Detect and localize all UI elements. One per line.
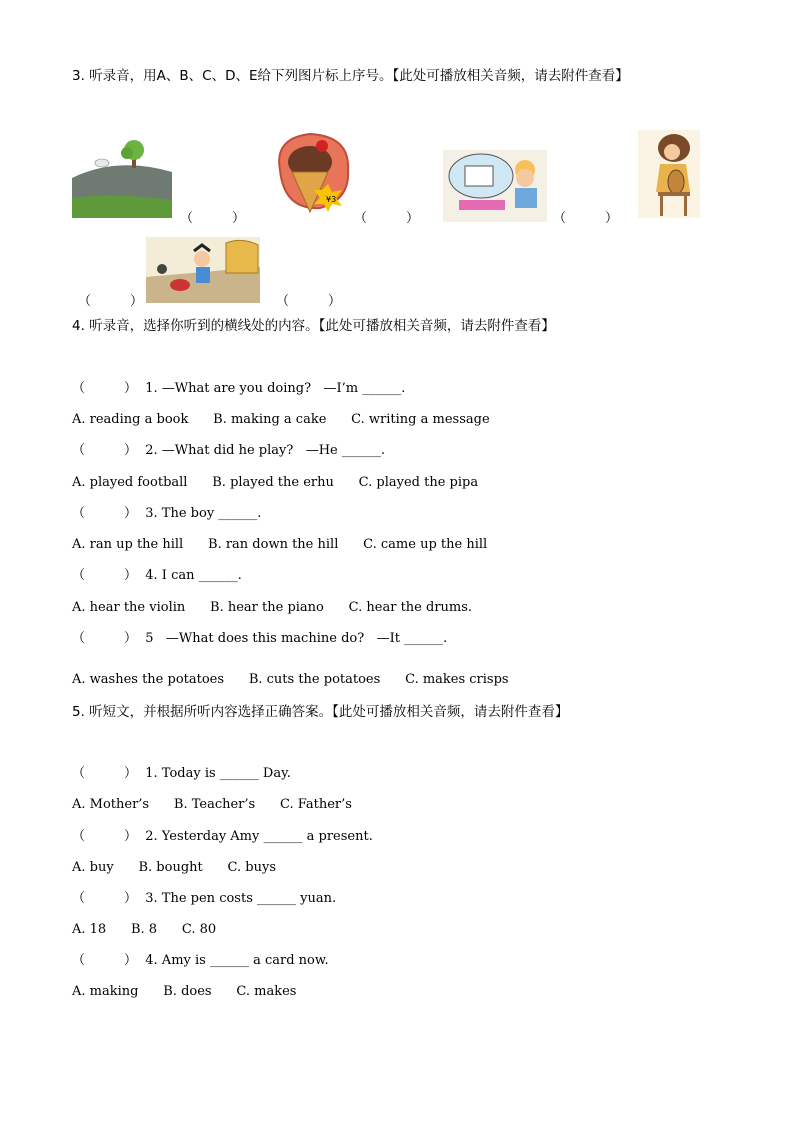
hill-picture xyxy=(72,138,172,218)
q3-title: 3. 听录音，用A、B、C、D、E给下列图片标上序号。【此处可播放相关音频，请去附件查看】 xyxy=(72,68,629,84)
q4-item-3-question: （ ） 3. The boy ______. xyxy=(72,506,262,521)
q4-item-2-options: A. played football B. played the erhu C. played the pipa xyxy=(72,475,479,490)
messy-room-picture xyxy=(146,237,260,303)
q5-title: 5. 听短文，并根据所听内容选择正确答案。【此处可播放相关音频，请去附件查看】 xyxy=(72,704,569,720)
q5-item-1-options: A. Mother’s B. Teacher’s C. Father’s xyxy=(72,797,352,812)
q4-item-1-options: A. reading a book B. making a cake C. writing a message xyxy=(72,412,490,427)
q4-item-4-options: A. hear the violin B. hear the piano C. hear the drums. xyxy=(72,600,473,615)
pipa-girl-picture xyxy=(638,130,700,218)
q4-item-2-question: （ ） 2. —What did he play? —He ______. xyxy=(72,443,386,458)
q4-title: 4. 听录音，选择你听到的横线处的内容。【此处可播放相关音频，请去附件查看】 xyxy=(72,318,555,334)
q5-item-4-question: （ ） 4. Amy is ______ a card now. xyxy=(72,953,329,968)
q5-item-2-options: A. buy B. bought C. buys xyxy=(72,860,276,875)
price-tag: ¥3 xyxy=(326,195,337,204)
q4-item-3-options: A. ran up the hill B. ran down the hill C. came up the hill xyxy=(72,537,488,552)
q3-paren-2[interactable]: （ ） xyxy=(354,211,420,226)
q3-paren-4[interactable]: （ ） xyxy=(78,294,144,309)
q4-item-5-options: A. washes the potatoes B. cuts the potatoes C. makes crisps xyxy=(72,672,509,687)
ice-cream-picture xyxy=(270,130,354,222)
q5-item-2-question: （ ） 2. Yesterday Amy ______ a present. xyxy=(72,829,373,844)
q3-paren-1[interactable]: （ ） xyxy=(180,211,246,226)
q5-item-3-question: （ ） 3. The pen costs ______ yuan. xyxy=(72,891,337,906)
q5-item-1-question: （ ） 1. Today is ______ Day. xyxy=(72,766,291,781)
computer-boy-picture xyxy=(443,150,547,222)
q4-item-1-question: （ ） 1. —What are you doing? —I’m ______. xyxy=(72,381,406,396)
q4-item-5-question: （ ） 5 —What does this machine do? —It ______. xyxy=(72,631,448,646)
q5-item-4-options: A. making B. does C. makes xyxy=(72,984,297,999)
q4-item-4-question: （ ） 4. I can ______. xyxy=(72,568,242,583)
q3-paren-3[interactable]: （ ） xyxy=(553,211,619,226)
q3-paren-5[interactable]: （ ） xyxy=(276,294,342,309)
q5-item-3-options: A. 18 B. 8 C. 80 xyxy=(72,922,217,937)
